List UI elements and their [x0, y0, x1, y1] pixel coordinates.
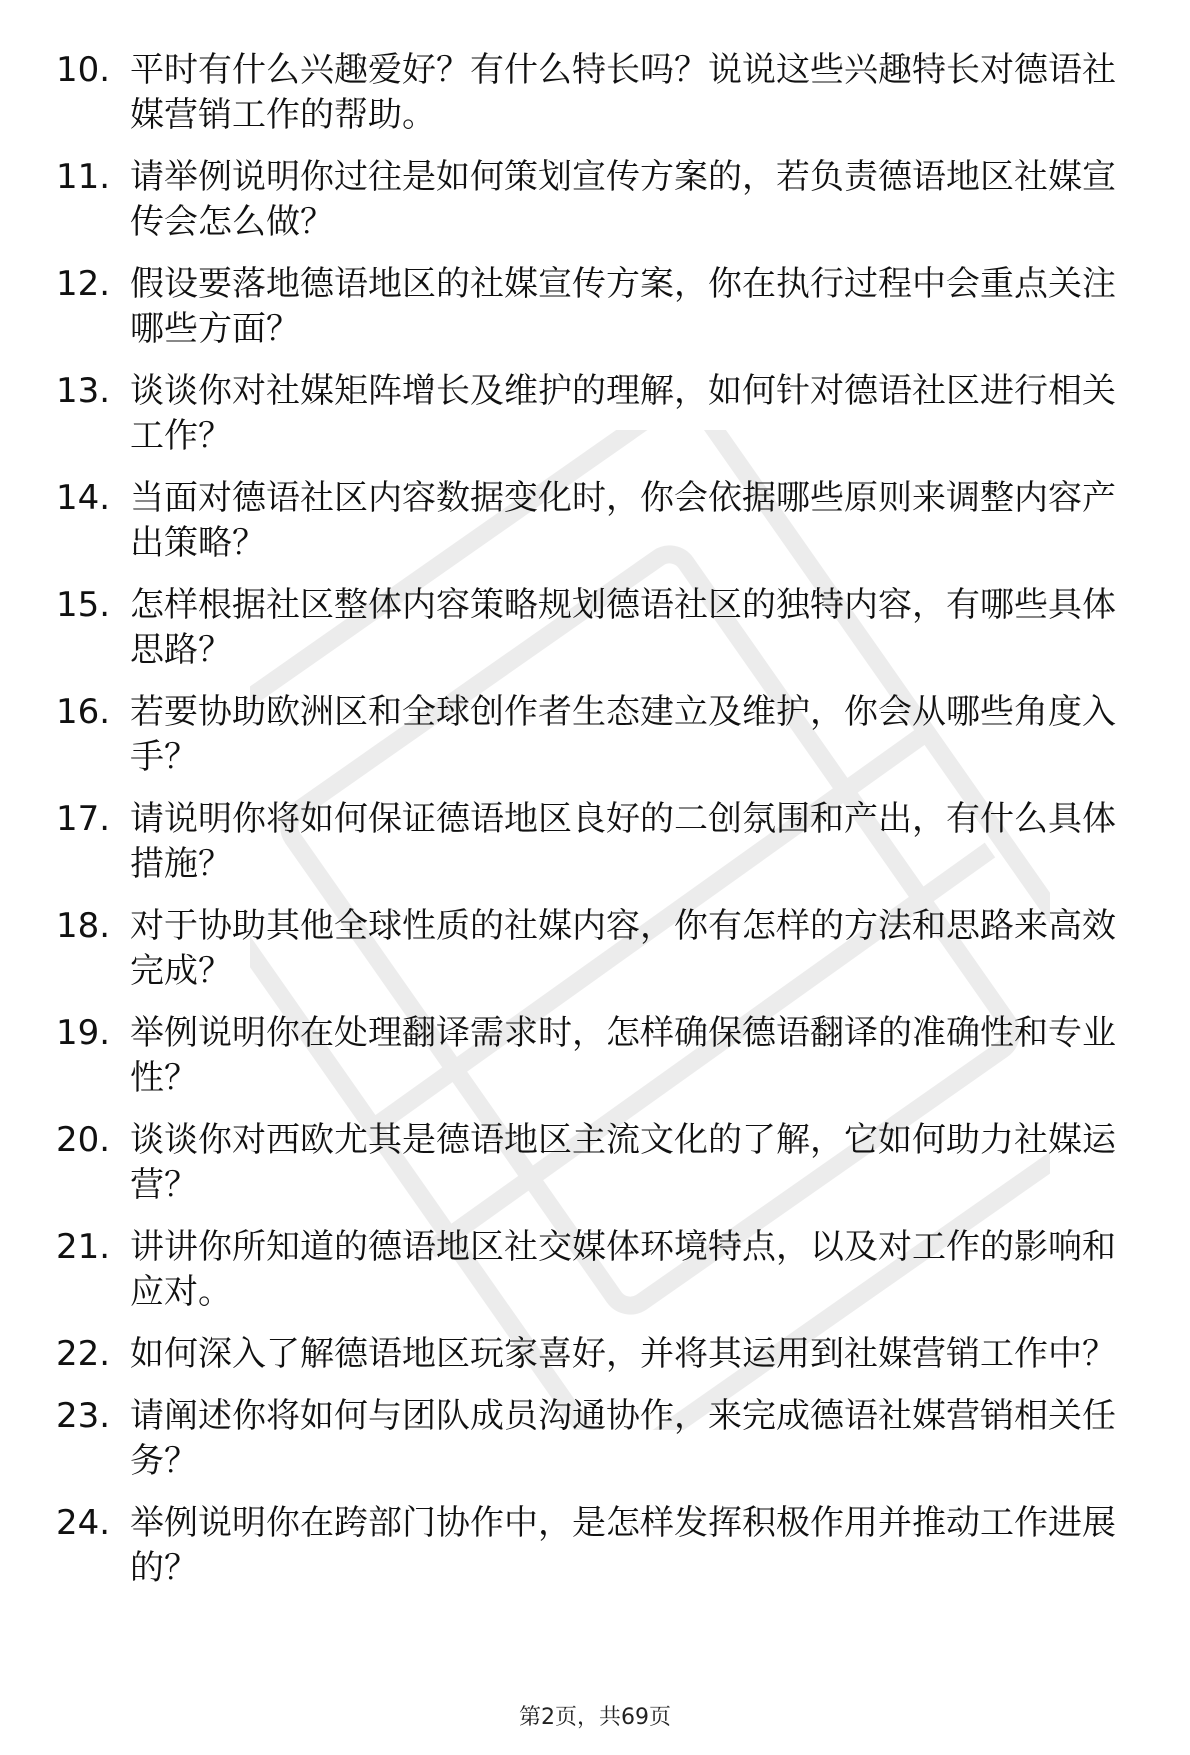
question-number: 13.: [56, 371, 111, 411]
question-text: 请说明你将如何保证德语地区良好的二创氛围和产出，有什么具体措施？: [130, 799, 1116, 884]
question-text: 谈谈你对社媒矩阵增长及维护的理解，如何针对德语社区进行相关工作？: [130, 371, 1116, 456]
question-list: [56, 48, 1146, 1608]
list-item: [56, 904, 1146, 994]
list-item: [56, 262, 1146, 352]
list-item: [56, 690, 1146, 780]
question-number: 11.: [56, 157, 111, 197]
question-text: 假设要落地德语地区的社媒宣传方案，你在执行过程中会重点关注哪些方面？: [130, 264, 1116, 349]
question-number: 16.: [56, 692, 111, 732]
question-text: 举例说明你在处理翻译需求时，怎样确保德语翻译的准确性和专业性？: [130, 1013, 1116, 1098]
list-item: [56, 1011, 1146, 1101]
list-item: [56, 48, 1146, 138]
list-item: [56, 369, 1146, 459]
question-number: 21.: [56, 1227, 111, 1267]
list-item: [56, 1118, 1146, 1208]
question-number: 20.: [56, 1120, 111, 1160]
list-item: [56, 1332, 1146, 1377]
question-number: 18.: [56, 906, 111, 946]
question-text: 谈谈你对西欧尤其是德语地区主流文化的了解，它如何助力社媒运营？: [130, 1120, 1116, 1205]
question-number: 12.: [56, 264, 111, 304]
question-text: 举例说明你在跨部门协作中，是怎样发挥积极作用并推动工作进展的？: [130, 1503, 1116, 1588]
question-number: 10.: [56, 50, 111, 90]
question-number: 24.: [56, 1503, 111, 1543]
list-item: [56, 155, 1146, 245]
question-text: 请阐述你将如何与团队成员沟通协作，来完成德语社媒营销相关任务？: [130, 1396, 1116, 1481]
question-text: 对于协助其他全球性质的社媒内容，你有怎样的方法和思路来高效完成？: [130, 906, 1116, 991]
page-footer: 第2页，共69页: [519, 1705, 671, 1730]
question-number: 14.: [56, 478, 111, 518]
list-item: [56, 1225, 1146, 1315]
list-item: [56, 1501, 1146, 1591]
question-number: 17.: [56, 799, 111, 839]
list-item: [56, 583, 1146, 673]
question-text: 若要协助欧洲区和全球创作者生态建立及维护，你会从哪些角度入手？: [130, 692, 1116, 777]
question-text: 当面对德语社区内容数据变化时，你会依据哪些原则来调整内容产出策略？: [130, 478, 1116, 563]
list-item: [56, 476, 1146, 566]
question-number: 19.: [56, 1013, 111, 1053]
question-text: 请举例说明你过往是如何策划宣传方案的，若负责德语地区社媒宣传会怎么做？: [130, 157, 1116, 242]
question-text: 怎样根据社区整体内容策略规划德语社区的独特内容，有哪些具体思路？: [130, 585, 1116, 670]
question-text: 平时有什么兴趣爱好？有什么特长吗？说说这些兴趣特长对德语社媒营销工作的帮助。: [130, 50, 1116, 135]
question-number: 22.: [56, 1334, 111, 1374]
list-item: [56, 1394, 1146, 1484]
question-text: 如何深入了解德语地区玩家喜好，并将其运用到社媒营销工作中？: [130, 1334, 1116, 1374]
question-number: 23.: [56, 1396, 111, 1436]
question-text: 讲讲你所知道的德语地区社交媒体环境特点，以及对工作的影响和应对。: [130, 1227, 1116, 1312]
question-number: 15.: [56, 585, 111, 625]
list-item: [56, 797, 1146, 887]
